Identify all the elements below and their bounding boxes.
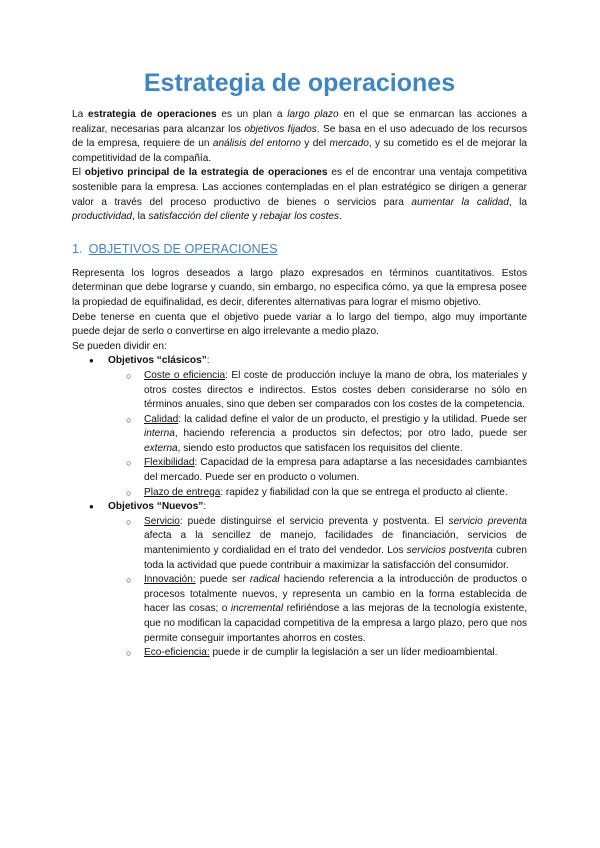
list-item-flexibilidad: ○ Flexibilidad: Capacidad de la empresa para adaptarse a las necesidades cambiantes del mercado. Puede ser en producto o volumen.	[72, 456, 527, 485]
nuevos-heading: Objetivos “Nuevos”	[108, 501, 204, 513]
list-item-plazo: ○ Plazo de entrega: rapidez y fiabilidad con la que se entrega el producto al cliente.	[72, 486, 527, 501]
paragraph-variacion: Debe tenerse en cuenta que el objetivo puede variar a lo largo del tiempo, algo muy importante puede dejar de serlo o convertirse en algo irrelevante a medio plazo.	[72, 311, 527, 338]
section-title: OBJETIVOS DE OPERACIONES	[88, 241, 278, 256]
list-item-calidad: ○ Calidad: la calidad define el valor de un producto, el prestigio y la utilidad. Puede ser interna, haciendo referencia a productos sin defectos; por otro lado, puede ser externa, siendo esto productos que satisfacen los requisitos del cliente.	[72, 413, 527, 457]
list-item-eco-eficiencia: ○ Eco-eficiencia: puede ir de cumplir la legislación a ser un líder medioambiental.	[72, 646, 527, 661]
list-item-clasicos: ● Objetivos “clásicos”: ○ Coste o eficiencia: El coste de producción incluye la mano de obra, los materiales y otros costes directos e indirectos. Estos costes deben considerarse no sólo en términos anuales, sino que deben ser comparados con los costes de la competencia. ○ Calidad: la calidad define el valor de un producto, el prestigio y la utilidad. Puede ser interna, haciendo referencia a productos sin defectos; por otro lado, puede ser externa, siendo esto productos que satisfacen los requisitos del cliente. ○ Flexibilidad: Capacidad de la empresa para adaptarse a las necesidades cambiantes del mercado. Puede ser en producto o volumen. ○ Plazo de entrega: rapidez y fiabilidad con la que se entrega el producto al cliente.	[72, 354, 527, 500]
list-item-servicio: ○ Servicio: puede distinguirse el servicio preventa y postventa. El servicio preventa afecta a la sencillez de manejo, facilidades de financiación, servicios de mantenimiento y cordialidad en el trato del vendedor. Los servicios postventa cubren toda la actividad que puede contribuir a maximizar la satisfacción del consumidor.	[72, 515, 527, 573]
list-item-coste: ○ Coste o eficiencia: El coste de producción incluye la mano de obra, los materiales y otros costes directos e indirectos. Estos costes deben considerarse no sólo en términos anuales, sino que deben ser comparados con los costes de la competencia.	[72, 369, 527, 413]
nuevos-sublist	[108, 515, 527, 661]
paragraph-division: Se pueden dividir en:	[72, 340, 167, 352]
section-heading	[72, 241, 527, 257]
list-item-nuevos: ● Objetivos “Nuevos”: ○ Servicio: puede distinguirse el servicio preventa y postventa. El servicio preventa afecta a la sencillez de manejo, facilidades de financiación, servicios de mantenimiento y cordialidad en el trato del vendedor. Los servicios postventa cubren toda la actividad que puede contribuir a maximizar la satisfacción del consumidor. ○ Innovación: puede ser radical haciendo referencia a la introducción de productos o procesos totalmente nuevos, y representa un cambio en la forma establecida de hacer las cosas; o incremental refiriéndose a las mejoras de la tecnología existente, que no modifican la capacidad competitiva de la empresa a largo plazo, pero que nos permite conseguir importantes ahorros en costes. ○ Eco-eficiencia: puede ir de cumplir la legislación a ser un líder medioambiental.	[72, 500, 527, 661]
clasicos-sublist	[108, 369, 527, 500]
intro-paragraph-1: La estrategia de operaciones es un plan a largo plazo en el que se enmarcan las acciones a realizar, necesarias para alcanzar los objetivos fijados. Se basa en el uso adecuado de los recursos de la empresa, requiere de un análisis del entorno y del mercado, y su cometido es el de mejorar la competitividad de la compañía.	[72, 109, 528, 164]
clasicos-heading: Objetivos “clásicos”	[108, 355, 207, 367]
document-title: Estrategia de operaciones	[143, 69, 456, 97]
document-page	[72, 66, 527, 661]
list-item-innovacion: ○ Innovación: puede ser radical haciendo referencia a la introducción de productos o procesos totalmente nuevos, y representa un cambio en la forma establecida de hacer las cosas; o incremental refiriéndose a las mejoras de la tecnología existente, que no modifican la capacidad competitiva de la empresa a largo plazo, pero que nos permite conseguir importantes ahorros en costes.	[72, 573, 527, 646]
paragraph-logros: Representa los logros deseados a largo plazo expresados en términos cuantitativos. Estos determinan que debe lograrse y cuando, sin embargo, no especifica cómo, ya que la empresa posee la propiedad de equifinalidad, es decir, diferentes alternativas para lograr el mismo objetivo.	[72, 267, 527, 308]
objectives-list	[72, 354, 527, 660]
section-number: 1.	[72, 241, 83, 256]
intro-paragraph-2: El objetivo principal de la estrategia de operaciones es el de encontrar una ventaja competitiva sostenible para la empresa. Las acciones contempladas en el plan estratégico se dirigen a generar valor a través del proceso productivo de bienes o servicios para aumentar la calidad, la productividad, la satisfacción del cliente y rebajar los costes.	[72, 167, 528, 223]
